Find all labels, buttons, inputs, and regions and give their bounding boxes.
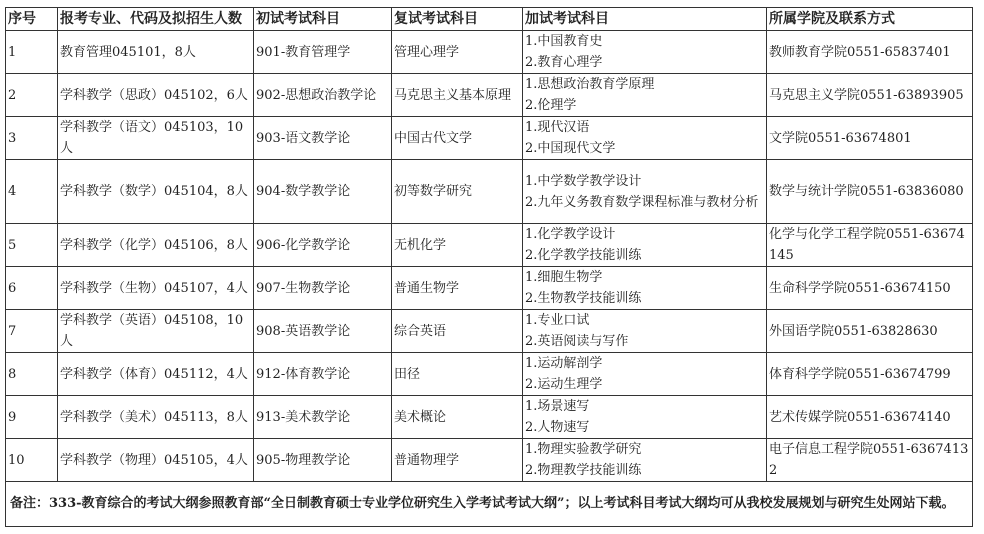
table-row [6, 353, 973, 396]
extra-item: 1.中国教育史 [525, 34, 603, 49]
cell-college-contact: 体育科学学院0551-63674799 [767, 353, 973, 396]
cell-seq: 5 [6, 224, 58, 267]
footnote: 备注：333-教育综合的考试大纲参照教育部“全日制教育硕士专业学位研究生入学考试考试大纲”；以上考试科目考试大纲均可从我校发展规划与研究生处网站下载。 [6, 482, 973, 527]
cell-college-contact: 马克思主义学院0551-63893905 [767, 74, 973, 117]
cell-retest-exam: 普通物理学 [392, 439, 523, 482]
cell-major: 学科教学（生物）045107，4人 [58, 267, 254, 310]
cell-extra-exam [523, 160, 767, 224]
cell-retest-exam: 管理心理学 [392, 31, 523, 74]
extra-item: 2.物理教学技能训练 [525, 463, 642, 478]
extra-item: 1.化学教学设计 [525, 227, 616, 242]
extra-item: 2.九年义务教育数学课程标准与教材分析 [525, 194, 759, 210]
cell-retest-exam: 无机化学 [392, 224, 523, 267]
cell-initial-exam: 902-思想政治教学论 [254, 74, 392, 117]
header-initial-exam: 初试考试科目 [254, 8, 392, 31]
table-row [6, 267, 973, 310]
table-row [6, 31, 973, 74]
cell-extra-exam [523, 31, 767, 74]
cell-retest-exam: 田径 [392, 353, 523, 396]
cell-seq: 3 [6, 117, 58, 160]
cell-major: 学科教学（物理）045105，4人 [58, 439, 254, 482]
cell-initial-exam: 913-美术教学论 [254, 396, 392, 439]
cell-seq: 6 [6, 267, 58, 310]
table-row [6, 439, 973, 482]
cell-initial-exam: 901-教育管理学 [254, 31, 392, 74]
cell-extra-exam [523, 353, 767, 396]
extra-item: 1.专业口试 [525, 313, 590, 328]
extra-item: 2.运动生理学 [525, 377, 603, 392]
cell-major: 教育管理045101，8人 [58, 31, 254, 74]
cell-extra-exam [523, 74, 767, 117]
cell-seq: 10 [6, 439, 58, 482]
table-row [6, 74, 973, 117]
extra-item: 2.化学教学技能训练 [525, 248, 642, 263]
extra-item: 1.现代汉语 [525, 120, 590, 135]
cell-college-contact: 生命科学学院0551-63674150 [767, 267, 973, 310]
cell-college-contact: 外国语学院0551-63828630 [767, 310, 973, 353]
cell-extra-exam [523, 117, 767, 160]
note-row [6, 482, 973, 527]
cell-major: 学科教学（化学）045106，8人 [58, 224, 254, 267]
cell-college-contact: 艺术传媒学院0551-63674140 [767, 396, 973, 439]
cell-retest-exam: 马克思主义基本原理 [392, 74, 523, 117]
cell-extra-exam [523, 267, 767, 310]
cell-major: 学科教学（美术）045113，8人 [58, 396, 254, 439]
cell-seq: 7 [6, 310, 58, 353]
extra-item: 2.生物教学技能训练 [525, 291, 642, 306]
cell-college-contact: 教师教育学院0551-65837401 [767, 31, 973, 74]
header-extra-exam: 加试考试科目 [523, 8, 767, 31]
table-row [6, 310, 973, 353]
table-row [6, 117, 973, 160]
extra-item: 1.思想政治教育学原理 [525, 77, 655, 92]
cell-seq: 8 [6, 353, 58, 396]
cell-initial-exam: 908-英语教学论 [254, 310, 392, 353]
cell-retest-exam: 普通生物学 [392, 267, 523, 310]
cell-retest-exam: 综合英语 [392, 310, 523, 353]
extra-item: 1.场景速写 [525, 399, 590, 414]
cell-extra-exam [523, 224, 767, 267]
cell-major: 学科教学（数学）045104，8人 [58, 160, 254, 224]
extra-item: 1.物理实验教学研究 [525, 442, 642, 457]
cell-college-contact: 数学与统计学院0551-63836080 [767, 160, 973, 224]
extra-item: 1.中学数学教学设计 [525, 173, 642, 189]
cell-extra-exam [523, 310, 767, 353]
cell-retest-exam: 美术概论 [392, 396, 523, 439]
cell-major: 学科教学（思政）045102，6人 [58, 74, 254, 117]
cell-initial-exam: 904-数学教学论 [254, 160, 392, 224]
cell-major: 学科教学（英语）045108，10人 [58, 310, 254, 353]
cell-retest-exam: 中国古代文学 [392, 117, 523, 160]
admissions-table-container [5, 7, 973, 527]
extra-item: 1.细胞生物学 [525, 270, 603, 285]
table-row [6, 224, 973, 267]
cell-initial-exam: 912-体育教学论 [254, 353, 392, 396]
cell-major: 学科教学（体育）045112，4人 [58, 353, 254, 396]
header-retest-exam: 复试考试科目 [392, 8, 523, 31]
cell-initial-exam: 907-生物教学论 [254, 267, 392, 310]
header-college-contact: 所属学院及联系方式 [767, 8, 973, 31]
extra-item: 1.运动解剖学 [525, 356, 603, 371]
table-row [6, 396, 973, 439]
cell-extra-exam [523, 396, 767, 439]
cell-extra-exam [523, 439, 767, 482]
cell-initial-exam: 906-化学教学论 [254, 224, 392, 267]
cell-college-contact: 文学院0551-63674801 [767, 117, 973, 160]
header-major: 报考专业、代码及拟招生人数 [58, 8, 254, 31]
cell-initial-exam: 903-语文教学论 [254, 117, 392, 160]
header-seq: 序号 [6, 8, 58, 31]
extra-item: 2.人物速写 [525, 420, 590, 435]
cell-major: 学科教学（语文）045103，10人 [58, 117, 254, 160]
extra-item: 2.英语阅读与写作 [525, 334, 629, 349]
cell-seq: 4 [6, 160, 58, 224]
extra-item: 2.伦理学 [525, 98, 577, 113]
admissions-table [5, 7, 973, 527]
cell-seq: 9 [6, 396, 58, 439]
cell-college-contact: 化学与化学工程学院0551-63674145 [767, 224, 973, 267]
cell-seq: 2 [6, 74, 58, 117]
extra-item: 2.教育心理学 [525, 55, 603, 70]
cell-initial-exam: 905-物理教学论 [254, 439, 392, 482]
extra-item: 2.中国现代文学 [525, 141, 616, 156]
table-header-row [6, 8, 973, 31]
table-row [6, 160, 973, 224]
cell-college-contact: 电子信息工程学院0551-63674132 [767, 439, 973, 482]
cell-retest-exam: 初等数学研究 [392, 160, 523, 224]
cell-seq: 1 [6, 31, 58, 74]
